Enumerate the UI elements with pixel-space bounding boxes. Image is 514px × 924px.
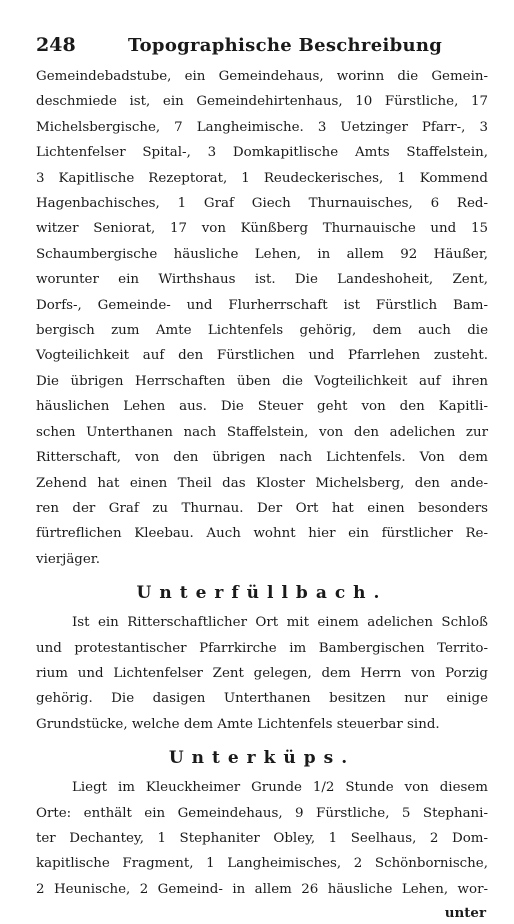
section-heading-unterkueps: Unterküps. xyxy=(168,748,356,769)
section-heading-unterfuellbach: Unterfüllbach. xyxy=(136,583,388,604)
text-line: deschmiede ist, ein Gemeindehirtenhaus, 10 Fürstliche, 17 xyxy=(36,94,488,110)
text-line: witzer Seniorat, 17 von Künßberg Thurnauische und 15 xyxy=(36,221,488,237)
page-header xyxy=(36,34,488,64)
text-line: schen Unterthanen nach Staffelstein, von den adelichen zur xyxy=(36,424,488,440)
text-line: 3 Kapitlische Rezeptorat, 1 Reudeckerisches, 1 Kommend xyxy=(36,170,488,186)
text-line: gehörig. Die dasigen Unterthanen besitzen nur einige xyxy=(36,691,488,707)
paragraph-unterkuepps xyxy=(36,775,488,902)
text-line: kapitlische Fragment, 1 Langheimisches, 2 Schönbornische, xyxy=(36,856,488,872)
text-line: Gemeindebadstube, ein Gemeindehaus, worinn die Gemein- xyxy=(36,69,488,84)
text-line: Die übrigen Herrschaften üben die Vogteilichkeit auf ihren xyxy=(36,373,488,389)
text-line: rium und Lichtenfelser Zent gelegen, dem Herrn von Porzig xyxy=(36,665,488,681)
text-line: Ritterschaft, von den übrigen nach Lichtenfels. Von dem xyxy=(36,450,488,466)
running-head: Topographische Beschreibung xyxy=(128,35,443,56)
catchword: unter xyxy=(444,905,486,922)
text-line: Dorfs-, Gemeinde- und Flurherrschaft ist Fürstlich Bam- xyxy=(36,297,488,313)
text-line: und protestantischer Pfarrkirche im Bambergischen Territo- xyxy=(36,640,488,656)
text-line: worunter ein Wirthshaus ist. Die Landeshoheit, Zent, xyxy=(36,272,488,288)
text-line: Orte: enthält ein Gemeindehaus, 9 Fürstliche, 5 Stephani- xyxy=(36,805,488,821)
text-line: vierjäger. xyxy=(36,551,100,567)
text-line: Vogteilichkeit auf den Fürstlichen und Pfarrlehen zusteht. xyxy=(36,348,488,364)
text-line: Michelsbergische, 7 Langheimische. 3 Uetzinger Pfarr-, 3 xyxy=(36,119,488,135)
text-line: Hagenbachisches, 1 Graf Giech Thurnauisches, 6 Red- xyxy=(36,196,488,212)
text-line: Liegt im Kleuckheimer Grunde 1/2 Stunde von diesem xyxy=(72,780,488,796)
text-line: 2 Heunische, 2 Gemeind- in allem 26 häusliche Lehen, wor- xyxy=(36,881,488,897)
paragraph-continuation xyxy=(36,64,488,572)
text-line: ter Dechantey, 1 Stephaniter Obley, 1 Seelhaus, 2 Dom- xyxy=(36,830,488,846)
text-line: ren der Graf zu Thurnau. Der Ort hat einen besonders xyxy=(36,500,488,516)
page-number: 248 xyxy=(36,34,76,56)
text-line: Zehend hat einen Theil das Kloster Michelsberg, den ande- xyxy=(36,475,488,491)
text-line: Ist ein Ritterschaftlicher Ort mit einem adelichen Schloß xyxy=(72,615,488,631)
text-line: fürtreflichen Kleebau. Auch wohnt hier ein fürstlicher Re- xyxy=(36,526,488,542)
text-line: bergisch zum Amte Lichtenfels gehörig, dem auch die xyxy=(36,323,488,339)
text-line: Lichtenfelser Spital-, 3 Domkapitlische Amts Staffelstein, xyxy=(36,145,488,161)
text-line: Schaumbergische häusliche Lehen, in allem 92 Häußer, xyxy=(36,246,488,262)
text-line: Grundstücke, welche dem Amte Lichtenfels steuerbar sind. xyxy=(36,716,440,732)
text-line: häuslichen Lehen aus. Die Steuer geht von den Kapitli- xyxy=(36,399,488,415)
paragraph-unterfuellbach xyxy=(36,610,488,737)
